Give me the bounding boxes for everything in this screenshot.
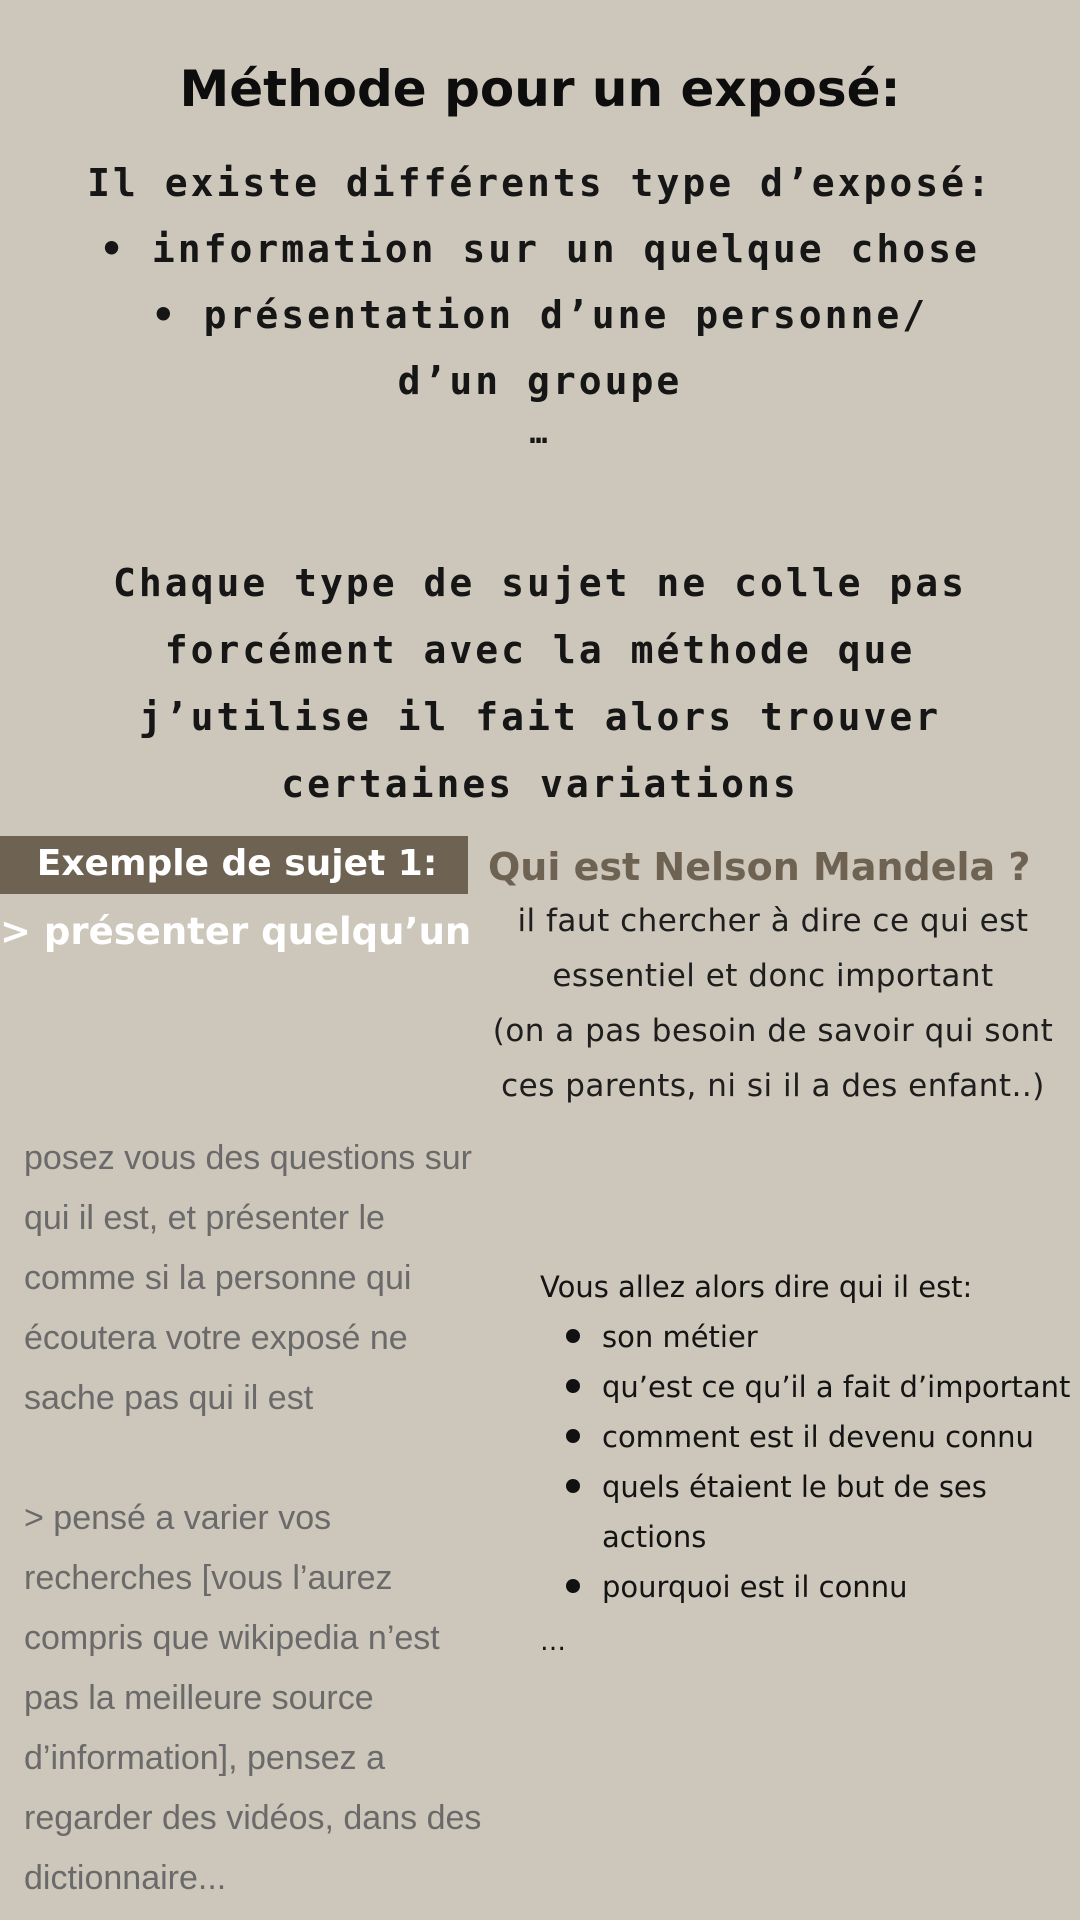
bullet-icon: [566, 1579, 580, 1593]
intro-line: Il existe différents type d’exposé:: [87, 161, 993, 205]
method-note: [0, 550, 1080, 818]
bullet-icon: [566, 1329, 580, 1343]
list-item-text: qu’est ce qu’il a fait d’important: [602, 1370, 1071, 1404]
method-note-line: certaines variations: [281, 762, 799, 806]
advice-line: posez vous des questions sur: [24, 1139, 472, 1177]
example-label: Exemple de sujet 1:: [0, 836, 468, 894]
advice-line: écoutera votre exposé ne: [24, 1319, 408, 1357]
bullet-icon: [566, 1479, 580, 1493]
advice-paragraph-questions: [24, 1128, 564, 1428]
list-item-text: comment est il devenu connu: [602, 1420, 1034, 1454]
advice-line: pas la meilleure source: [24, 1679, 374, 1717]
advice-line: qui il est, et présenter le: [24, 1199, 385, 1237]
checklist: [540, 1312, 1080, 1612]
method-note-line: Chaque type de sujet ne colle pas: [113, 561, 967, 605]
intro-line: • information sur un quelque chose: [100, 227, 980, 271]
advice-line: recherches [vous l’aurez: [24, 1559, 393, 1597]
page-title: Méthode pour un exposé:: [179, 60, 901, 118]
list-item: [540, 1312, 1080, 1362]
list-item-text: quels étaient le but de ses actions: [602, 1470, 987, 1554]
bullet-icon: [566, 1379, 580, 1393]
hint-line: il faut chercher à dire ce qui est: [517, 903, 1029, 939]
hint-line: essentiel et donc important: [552, 958, 994, 994]
advice-line: d’information], pensez a: [24, 1739, 385, 1777]
advice-line: comme si la personne qui: [24, 1259, 412, 1297]
intro-block: [0, 150, 1080, 454]
intro-line: d’un groupe: [397, 359, 683, 403]
intro-line: • présentation d’une personne/: [151, 293, 929, 337]
checklist-block: [540, 1262, 1080, 1672]
checklist-intro: Vous allez alors dire qui il est:: [540, 1270, 973, 1304]
list-item-text: pourquoi est il connu: [602, 1570, 908, 1604]
advice-line: > pensé a varier vos: [24, 1499, 332, 1537]
checklist-ellipsis: …: [540, 1627, 566, 1657]
method-note-line: j’utilise il fait alors trouver: [138, 695, 942, 739]
advice-line: compris que wikipedia n’est: [24, 1619, 440, 1657]
list-item-text: son métier: [602, 1320, 758, 1354]
advice-line: regarder des vidéos, dans des: [24, 1799, 482, 1837]
list-item: [540, 1362, 1080, 1412]
example-hint: [466, 894, 1080, 1114]
example-subtitle: > présenter quelqu’un: [0, 910, 472, 953]
list-item: [540, 1562, 1080, 1612]
bullet-icon: [566, 1429, 580, 1443]
advice-line: sache pas qui il est: [24, 1379, 314, 1417]
hint-line: ces parents, ni si il a des enfant..): [501, 1068, 1045, 1104]
hint-line: (on a pas besoin de savoir qui sont: [492, 1013, 1054, 1049]
method-note-line: forcément avec la méthode que: [164, 628, 916, 672]
example-question: Qui est Nelson Mandela ?: [488, 845, 1031, 889]
list-item: [540, 1412, 1080, 1462]
intro-ellipsis: …: [529, 416, 551, 451]
list-item: [540, 1462, 1080, 1562]
advice-paragraph-research: [24, 1488, 564, 1908]
advice-line: dictionnaire...: [24, 1859, 227, 1897]
